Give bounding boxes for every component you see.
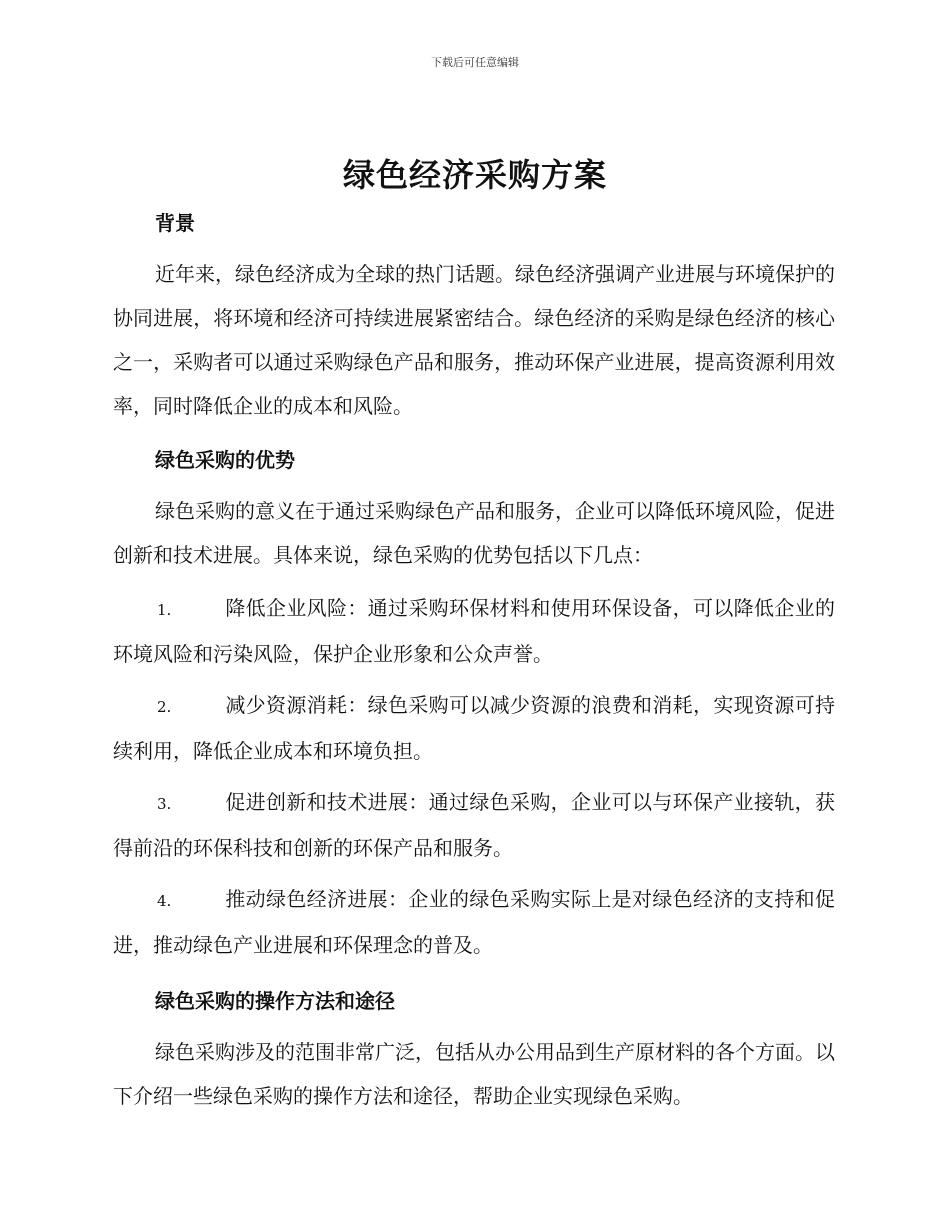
methods-paragraph: 绿色采购涉及的范围非常广泛，包括从办公用品到生产原材料的各个方面。以下介绍一些绿色采购的操作方法和途径，帮助企业实现绿色采购。 (113, 1040, 835, 1108)
page-header-note: 下载后可任意编辑 (431, 56, 519, 69)
section-heading-advantages: 绿色采购的优势 (155, 448, 295, 472)
list-item (113, 877, 835, 967)
background-paragraph: 近年来，绿色经济成为全球的热门话题。绿色经济强调产业进展与环境保护的协同进展，将环境和经济可持续进展紧密结合。绿色经济的采购是绿色经济的核心之一，采购者可以通过采购绿色产品和服务，推动环保产业进展，提高资源利用效率，同时降低企业的成本和风险。 (113, 262, 835, 418)
list-item (113, 683, 835, 773)
list-item-number: 1. (157, 601, 172, 619)
list-item-text: 降低企业风险：通过采购环保材料和使用环保设备，可以降低企业的环境风险和污染风险，保护企业形象和公众声誉。 (113, 596, 835, 666)
list-item-number: 2. (157, 698, 172, 716)
list-item-number: 4. (157, 892, 172, 910)
advantages-intro-paragraph: 绿色采购的意义在于通过采购绿色产品和服务，企业可以降低环境风险，促进创新和技术进展。具体来说，绿色采购的优势包括以下几点： (113, 499, 835, 567)
section-heading-background: 背景 (155, 211, 195, 235)
section-heading-methods: 绿色采购的操作方法和途径 (155, 989, 395, 1013)
list-item-text: 减少资源消耗：绿色采购可以减少资源的浪费和消耗，实现资源可持续利用，降低企业成本和环境负担。 (113, 693, 835, 763)
list-item-text: 促进创新和技术进展：通过绿色采购，企业可以与环保产业接轨，获得前沿的环保科技和创新的环保产品和服务。 (113, 790, 835, 860)
list-item (113, 780, 835, 870)
document-title: 绿色经济采购方案 (342, 156, 607, 194)
list-item-number: 3. (157, 795, 172, 813)
list-item (113, 586, 835, 676)
list-item-text: 推动绿色经济进展：企业的绿色采购实际上是对绿色经济的支持和促进，推动绿色产业进展和环保理念的普及。 (113, 887, 835, 957)
